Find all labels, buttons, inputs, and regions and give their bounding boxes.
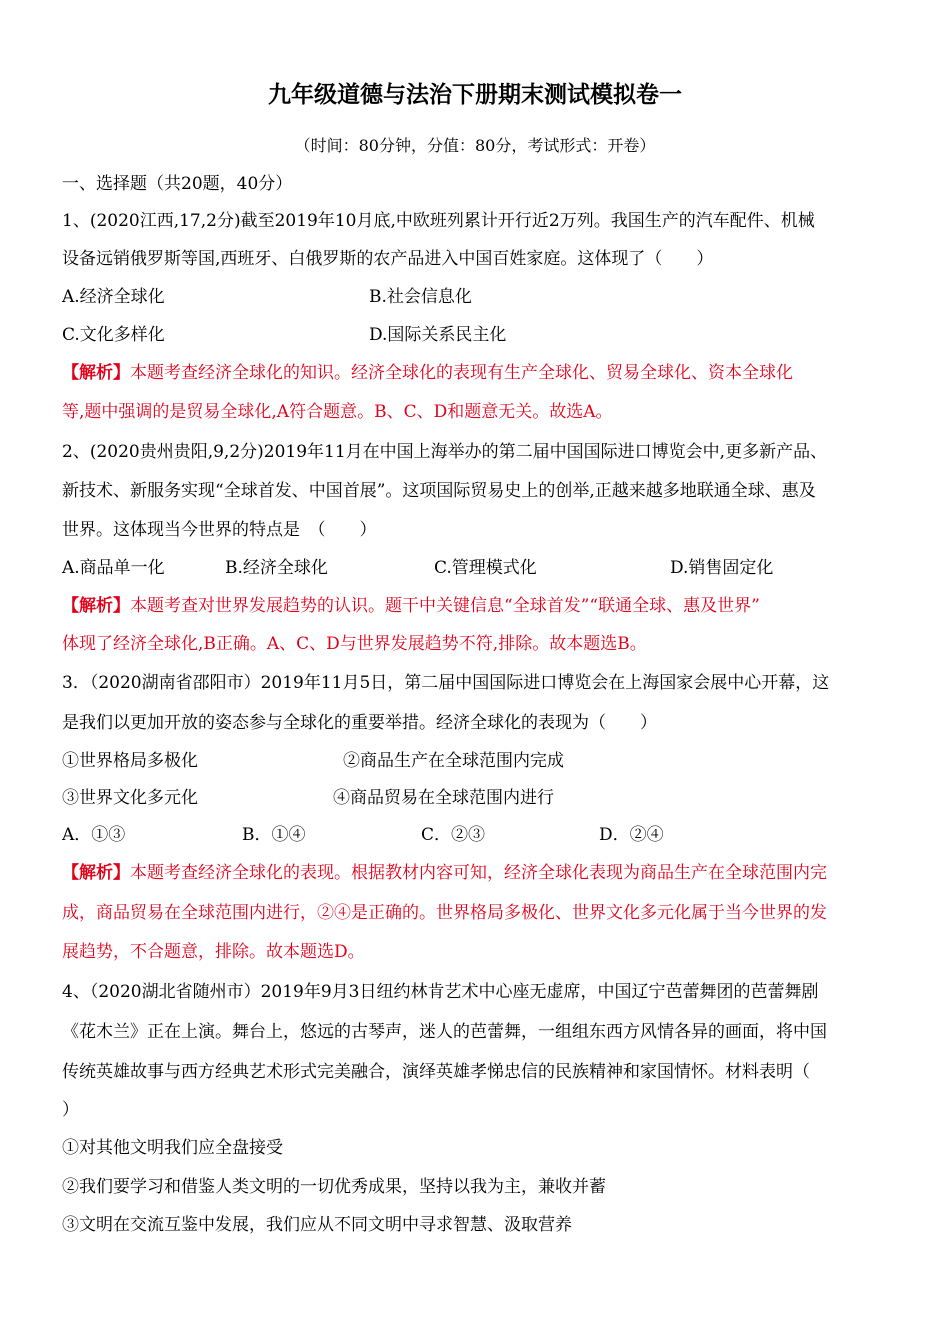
q2-stem-line1: 2、(2020贵州贵阳,9,2分)2019年11月在中国上海举办的第二届中国国际进口博览会中,更多新产品、 xyxy=(62,442,828,462)
q4-statement-3: ③文明在交流互鉴中发展，我们应从不同文明中寻求智慧、汲取营养 xyxy=(62,1215,572,1235)
q1-stem-line1: 1、(2020江西,17,2分)截至2019年10月底,中欧班列累计开行近2万列。我国生产的汽车配件、机械 xyxy=(62,211,815,231)
q2-option-b: B.经济全球化 xyxy=(225,558,328,578)
q2-analysis-text: 本题考查对世界发展趋势的认识。题干中关键信息“全球首发”“联通全球、惠及世界” xyxy=(130,596,760,616)
q3-analysis-line1 xyxy=(62,861,827,885)
q3-option-d: D．②④ xyxy=(599,825,664,845)
q3-stem-line1: 3．（2020湖南省邵阳市）2019年11月5日，第二届中国国际进口博览会在上海国家会展中心开幕，这 xyxy=(62,673,830,693)
q1-option-d: D.国际关系民主化 xyxy=(369,325,507,345)
q3-option-c: C．②③ xyxy=(421,825,486,845)
q2-option-a: A.商品单一化 xyxy=(62,558,165,578)
q1-analysis-line1 xyxy=(62,361,793,385)
q3-statement-4: ④商品贸易在全球范围内进行 xyxy=(333,788,554,808)
q1-option-a: A.经济全球化 xyxy=(62,287,165,307)
q1-option-b: B.社会信息化 xyxy=(369,287,472,307)
q4-stem-line1: 4、（2020湖北省随州市）2019年9月3日纽约林肯艺术中心座无虚席，中国辽宁芭蕾舞团的芭蕾舞剧 xyxy=(62,982,819,1002)
q3-analysis-line2: 成，商品贸易在全球范围内进行，②④是正确的。世界格局多极化、世界文化多元化属于当今世界的发 xyxy=(62,903,827,923)
q2-option-d: D.销售固定化 xyxy=(670,558,774,578)
q4-stem-line2: 《花木兰》正在上演。舞台上，悠远的古琴声，迷人的芭蕾舞，一组组东西方风情各异的画面，将中国 xyxy=(62,1022,827,1042)
page-title: 九年级道德与法治下册期末测试模拟卷一 xyxy=(268,82,682,108)
q2-option-c: C.管理模式化 xyxy=(434,558,537,578)
q3-analysis-line3: 展趋势，不合题意，排除。故本题选D。 xyxy=(62,942,365,962)
analysis-tag: 【解析】 xyxy=(62,596,130,616)
q3-option-a: A．①③ xyxy=(62,825,126,845)
q3-statement-3: ③世界文化多元化 xyxy=(62,788,198,808)
q2-stem-line3: 世界。这体现当今世界的特点是 （ ） xyxy=(62,520,377,540)
q1-analysis-line2: 等,题中强调的是贸易全球化,A符合题意。B、C、D和题意无关。故选A。 xyxy=(62,402,613,422)
q4-stem-line3: 传统英雄故事与西方经典艺术形式完美融合，演绎英雄孝悌忠信的民族精神和家国情怀。材料表明（ xyxy=(62,1062,810,1082)
q1-stem-line2: 设备远销俄罗斯等国,西班牙、白俄罗斯的农产品进入中国百姓家庭。这体现了（ ） xyxy=(62,249,714,269)
q2-analysis-line1 xyxy=(62,594,760,618)
q1-analysis-text: 本题考查经济全球化的知识。经济全球化的表现有生产全球化、贸易全球化、资本全球化 xyxy=(130,363,793,383)
q3-stem-line2: 是我们以更加开放的姿态参与全球化的重要举措。经济全球化的表现为（ ） xyxy=(62,713,657,733)
q4-statement-2: ②我们要学习和借鉴人类文明的一切优秀成果，坚持以我为主，兼收并蓄 xyxy=(62,1177,606,1197)
analysis-tag: 【解析】 xyxy=(62,863,130,883)
q4-statement-1: ①对其他文明我们应全盘接受 xyxy=(62,1138,283,1158)
analysis-tag: 【解析】 xyxy=(62,363,130,383)
q2-stem-line2: 新技术、新服务实现“全球首发、中国首展”。这项国际贸易史上的创举,正越来越多地联通全球、惠及 xyxy=(62,481,816,501)
q3-analysis-text: 本题考查经济全球化的表现。根据教材内容可知，经济全球化表现为商品生产在全球范围内完 xyxy=(130,863,827,883)
q2-analysis-line2: 体现了经济全球化,B正确。A、C、D与世界发展趋势不符,排除。故本题选B。 xyxy=(62,634,647,654)
q3-statement-2: ②商品生产在全球范围内完成 xyxy=(343,751,564,771)
q1-option-c: C.文化多样化 xyxy=(62,325,165,345)
exam-meta: （时间：80分钟，分值：80分，考试形式：开卷） xyxy=(294,136,656,155)
section-heading: 一、选择题（共20题，40分） xyxy=(62,174,293,194)
q3-option-b: B．①④ xyxy=(242,825,306,845)
q3-statement-1: ①世界格局多极化 xyxy=(62,751,198,771)
q4-stem-line4: ） xyxy=(62,1100,79,1120)
